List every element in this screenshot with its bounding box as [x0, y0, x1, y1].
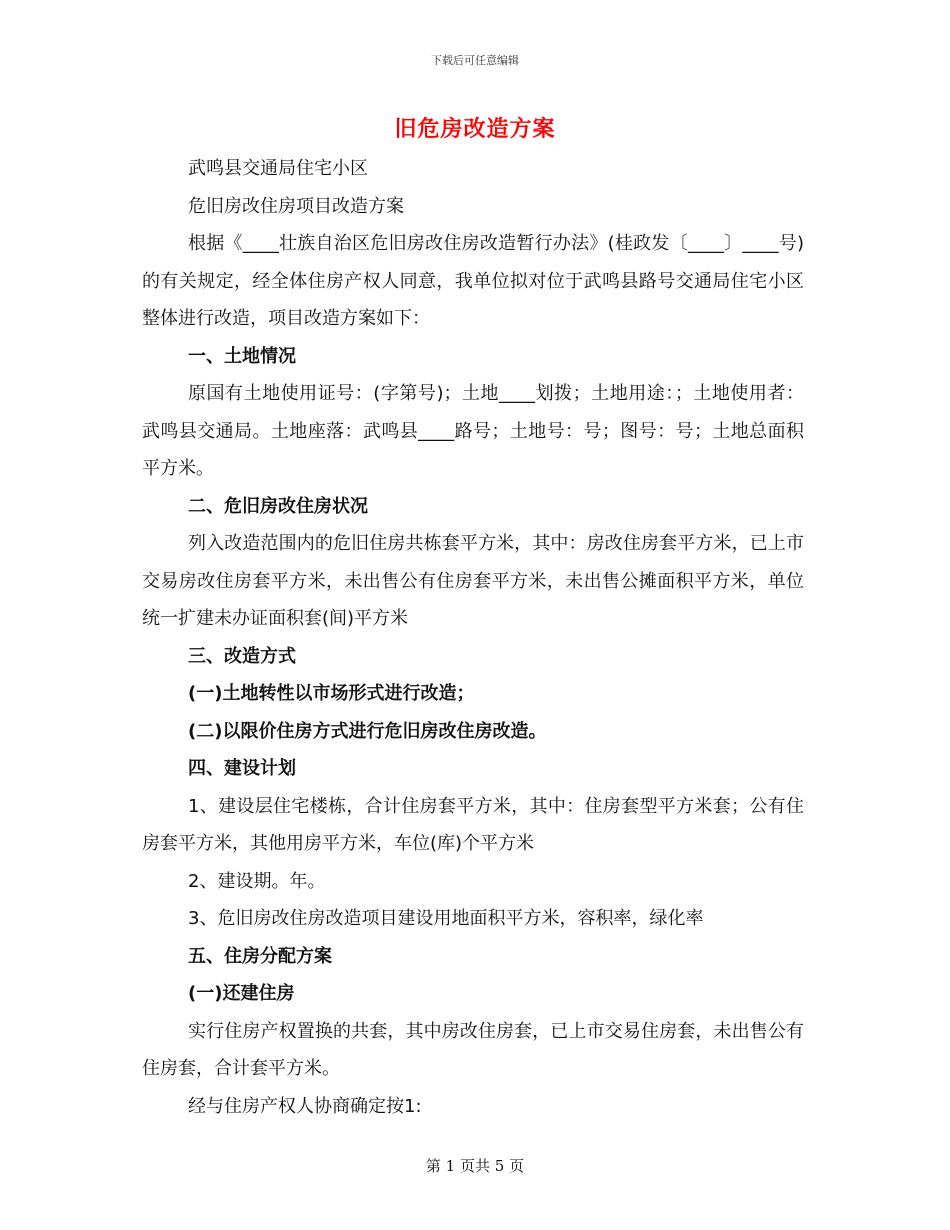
document-title: 旧危房改造方案: [394, 117, 556, 142]
paragraph-intro: 根据《____壮族自治区危旧房改住房改造暂行办法》(桂政发〔____〕____号)的有关规定，经全体住房产权人同意，我单位拟对位于武鸣县路号交通局住宅小区整体进行改造，项目改造方案如下：: [142, 233, 804, 329]
paragraph-project-name: 武鸣县交通局住宅小区: [188, 158, 368, 179]
heading-method: 三、改造方式: [188, 645, 296, 667]
plan-item-2: 2、建设期。年。: [188, 870, 326, 892]
paragraph-land: 原国有土地使用证号：(字第号)；土地____划拨；土地用途：；土地使用者：武鸣县交通局。土地座落：武鸣县____路号；土地号：号；图号：号；土地总面积平方米。: [142, 383, 804, 479]
page-footer: 第 1 页共 5 页: [425, 1157, 525, 1175]
heading-housing-status: 二、危旧房改住房状况: [188, 495, 368, 517]
paragraph-ratio: 经与住房产权人协商确定按1:: [188, 1095, 422, 1117]
method-item-1: (一)土地转性以市场形式进行改造；: [188, 683, 475, 704]
allocation-subheading: (一)还建住房: [188, 983, 295, 1004]
heading-land: 一、土地情况: [188, 345, 296, 367]
heading-allocation: 五、住房分配方案: [188, 945, 332, 967]
heading-plan: 四、建设计划: [188, 758, 296, 779]
paragraph-project-subtitle: 危旧房改住房项目改造方案: [188, 195, 404, 217]
plan-item-3: 3、危旧房改住房改造项目建设用地面积平方米，容积率，绿化率: [188, 908, 704, 929]
paragraph-allocation: 实行住房产权置换的共套，其中房改住房套，已上市交易住房套，未出售公有住房套，合计套平方米。: [142, 1020, 804, 1079]
document-body: [142, 150, 804, 1125]
method-item-2: (二)以限价住房方式进行危旧房改住房改造。: [188, 720, 547, 742]
header-note: 下载后可任意编辑: [431, 54, 519, 67]
paragraph-housing-status: 列入改造范围内的危旧住房共栋套平方米，其中：房改住房套平方米，已上市交易房改住房套平方米，未出售公有住房套平方米，未出售公摊面积平方米，单位统一扩建未办证面积套(间)平方米: [142, 533, 804, 629]
plan-item-1: 1、建设层住宅楼栋，合计住房套平方米，其中：住房套型平方米套；公有住房套平方米，其他用房平方米，车位(库)个平方米: [142, 795, 804, 854]
